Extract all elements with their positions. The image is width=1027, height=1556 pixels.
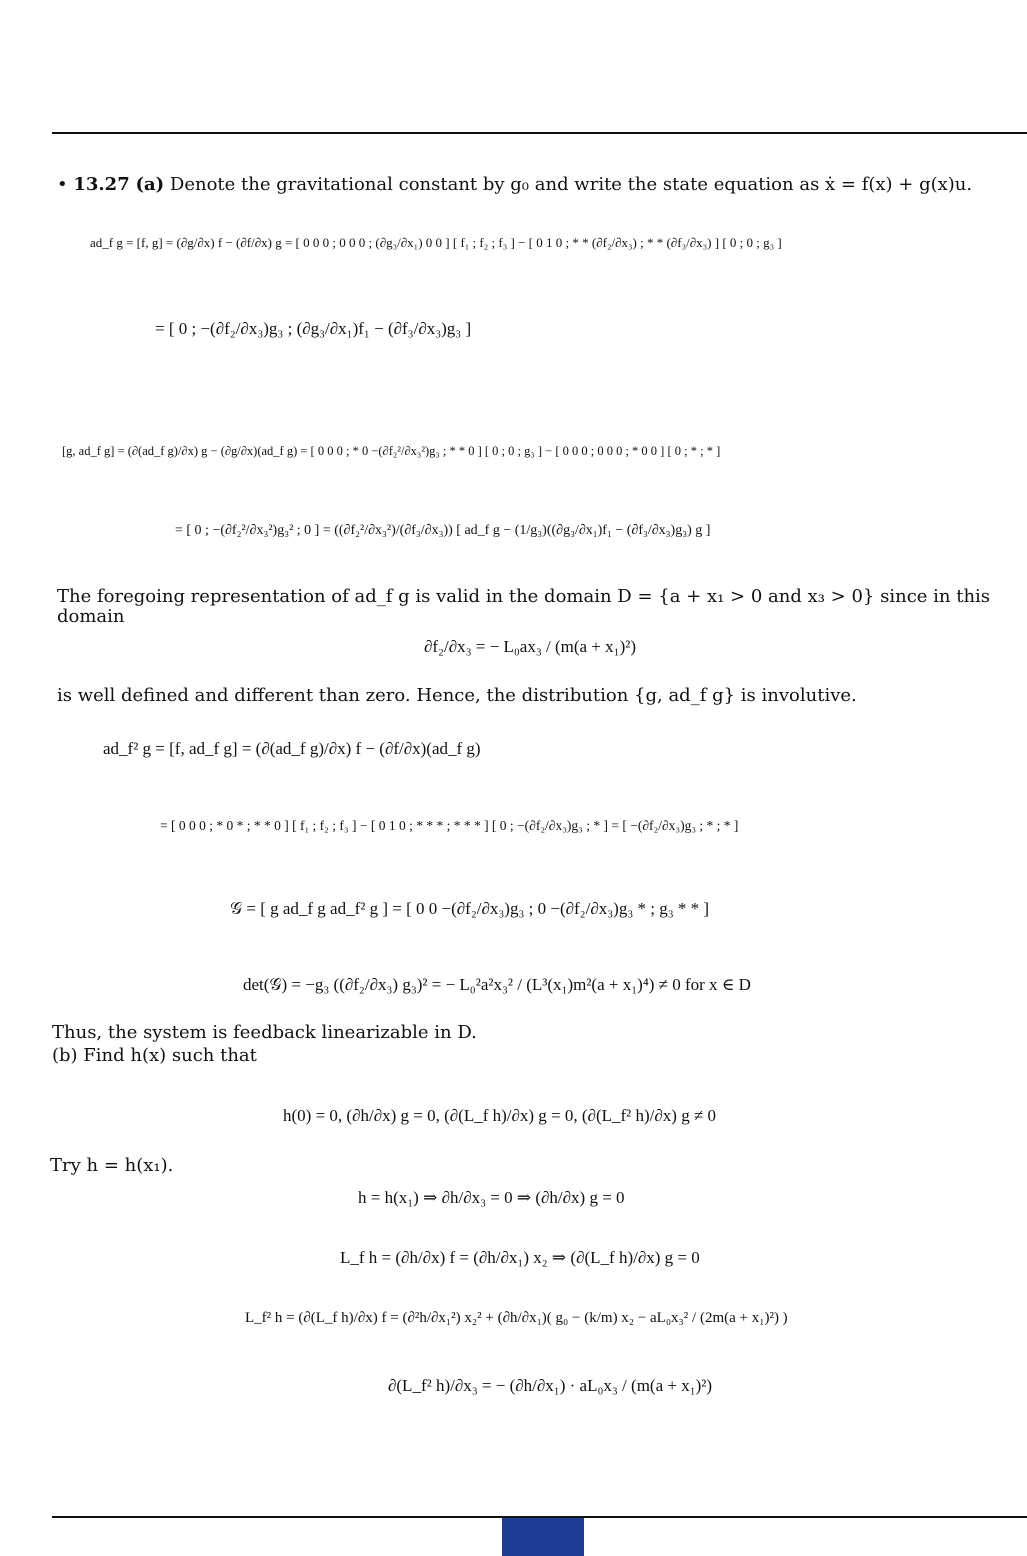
part-b-heading: (b) Find h(x) such that	[52, 1045, 257, 1066]
equation-h-conditions: h(0) = 0, (∂h/∂x) g = 0, (∂(L_f h)/∂x) g = 0, (∂(L_f² h)/∂x) g ≠ 0	[283, 1106, 717, 1125]
equation-g-ad-f-g: [g, ad_f g] = (∂(ad_f g)/∂x) g − (∂g/∂x)(ad_f g) = [ 0 0 0 ; * 0 −(∂f₂²/∂x₃²)g₃ ; * * 0 ] [ 0 ; 0 ; g₃ ] − [ 0 0 0 ; 0 0 0 ; * 0 0 ] [ 0 ; * ; * ]	[62, 444, 721, 458]
paragraph-domain: The foregoing representation of ad_f g is valid in the domain D = {a + x₁ > 0 and x₃ > 0} since in this	[57, 586, 991, 607]
intro-text: Denote the gravitational constant by g₀ and write the state equation as ẋ = f(x) + g(x)u.	[169, 174, 973, 195]
equation-partial-f2-x3: ∂f₂/∂x₃ = − L₀ax₃ / (m(a + x₁)²)	[424, 637, 636, 656]
problem-number: 13.27	[73, 174, 130, 195]
equation-h-x1: h = h(x₁) ⇒ ∂h/∂x₃ = 0 ⇒ (∂h/∂x) g = 0	[358, 1188, 625, 1207]
paragraph-domain-cont: domain	[57, 606, 125, 627]
equation-g-ad-f-g-result: = [ 0 ; −(∂f₂²/∂x₃²)g₃² ; 0 ] = ((∂f₂²/∂x₃²)/(∂f₃/∂x₃)) [ ad_f g − (1/g₃)((∂g₃/∂x₁)f₁ − (∂f₃/∂x₃)g₃) g ]	[175, 523, 711, 538]
part-a-label: (a)	[135, 174, 165, 195]
equation-lf-h: L_f h = (∂h/∂x) f = (∂h/∂x₁) x₂ ⇒ (∂(L_f h)/∂x) g = 0	[340, 1248, 700, 1267]
paragraph-involutive: is well defined and different than zero. Hence, the distribution {g, ad_f g} is involutive.	[57, 685, 857, 706]
equation-lf2-h: L_f² h = (∂(L_f h)/∂x) f = (∂²h/∂x₁²) x₂² + (∂h/∂x₁)( g₀ − (k/m) x₂ − aL₀x₃² / (2m(a + x₁)²) )	[245, 1310, 788, 1326]
equation-determinant: det(𝒢) = −g₃ ((∂f₂/∂x₃) g₃)² = − L₀²a²x₃² / (L³(x₁)m²(a + x₁)⁴) ≠ 0 for x ∈ D	[243, 975, 751, 994]
problem-intro-line	[57, 174, 972, 196]
top-rule	[52, 132, 1027, 134]
equation-ad-f2-g: ad_f² g = [f, ad_f g] = (∂(ad_f g)/∂x) f − (∂f/∂x)(ad_f g)	[103, 739, 481, 758]
equation-partial-lf2-h: ∂(L_f² h)/∂x₃ = − (∂h/∂x₁) · aL₀x₃ / (m(a + x₁)²)	[388, 1376, 713, 1395]
bullet: •	[57, 174, 68, 195]
equation-controllability-matrix: 𝒢 = [ g ad_f g ad_f² g ] = [ 0 0 −(∂f₂/∂x₃)g₃ ; 0 −(∂f₂/∂x₃)g₃ * ; g₃ * * ]	[230, 899, 710, 918]
equation-ad-f-g: ad_f g = [f, g] = (∂g/∂x) f − (∂f/∂x) g = [ 0 0 0 ; 0 0 0 ; (∂g₃/∂x₁) 0 0 ] [ f₁ ; f₂ ; f₃ ] − [ 0 1 0 ; * * (∂f₂/∂x₃) ; * * (∂f₃/∂x₃) ] [ 0 ; 0 ; g₃ ]	[90, 235, 782, 250]
equation-ad-f2-g-result: = [ 0 0 0 ; * 0 * ; * * 0 ] [ f₁ ; f₂ ; f₃ ] − [ 0 1 0 ; * * * ; * * * ] [ 0 ; −(∂f₂/∂x₃)g₃ ; * ] = [ −(∂f₂/∂x₃)g₃ ; * ; * ]	[160, 818, 739, 833]
paragraph-try: Try h = h(x₁).	[50, 1155, 174, 1176]
page-number-box	[502, 1518, 584, 1556]
equation-ad-f-g-result: = [ 0 ; −(∂f₂/∂x₃)g₃ ; (∂g₃/∂x₁)f₁ − (∂f₃/∂x₃)g₃ ]	[155, 319, 472, 338]
paragraph-feedback-linearizable: Thus, the system is feedback linearizable in D.	[52, 1022, 477, 1043]
